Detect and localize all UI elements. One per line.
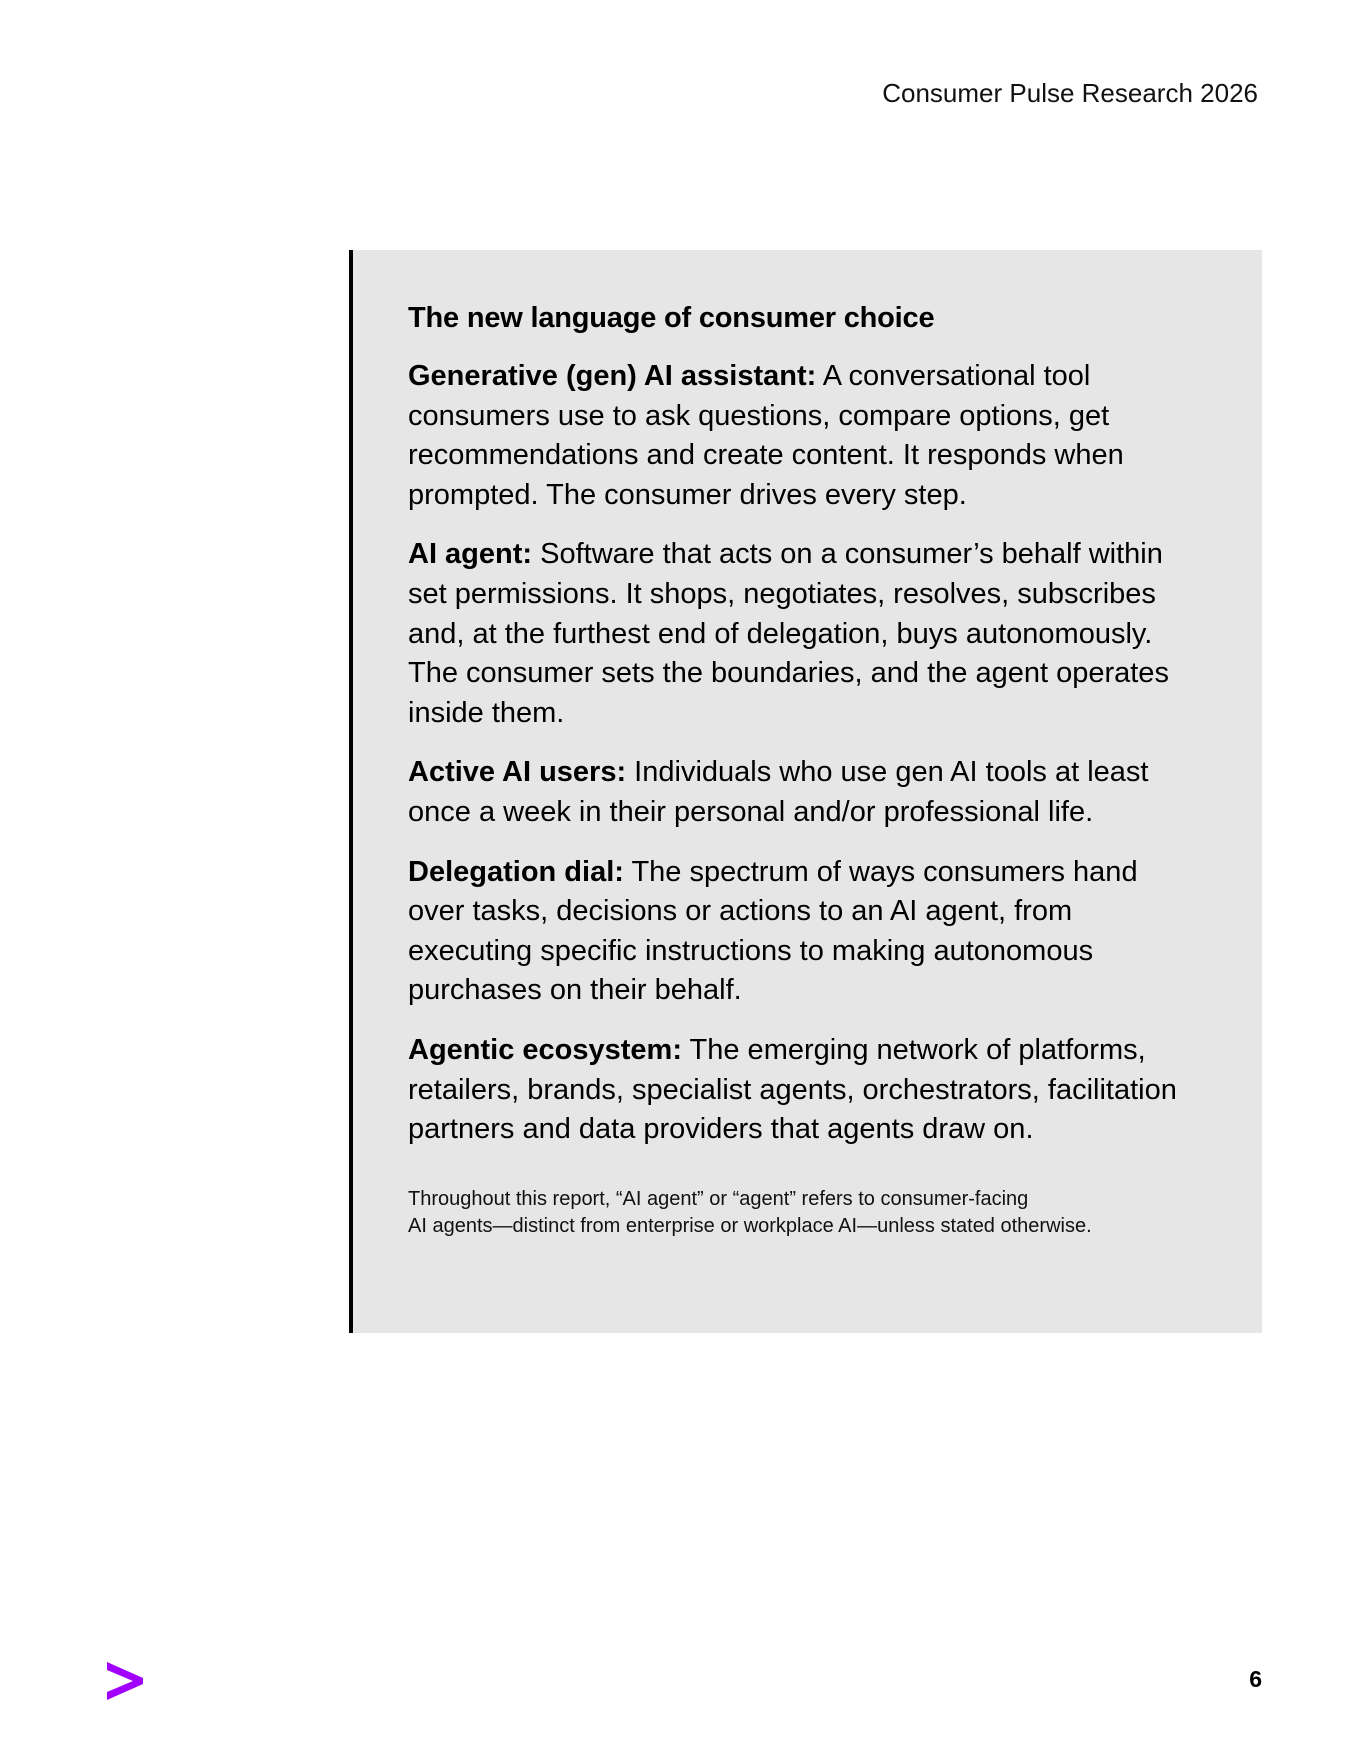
term-name: Generative (gen) AI assistant: [408,360,817,392]
term-name: Delegation dial: [408,855,624,888]
footnote-line: Throughout this report, “AI agent” or “agent” refers to consumer-facing [408,1187,1029,1210]
term-definition: A conversational tool consumers use to ask questions, compare options, get recommendations and create content. It responds when prompted. The consumer drives every step. [408,360,1124,511]
term-name: AI agent: [408,538,533,571]
term-name: Agentic ecosystem: [408,1033,682,1066]
term-definition: The spectrum of ways consumers hand over tasks, decisions or actions to an AI agent, from executing specific instructions to making autonomous purchases on their behalf. [408,855,1138,1007]
glossary-title: The new language of consumer choice [408,302,935,334]
term-definition: Individuals who use gen AI tools at least once a week in their personal and/or professional life. [408,756,1149,828]
glossary-term-delegation-dial [408,853,1198,1011]
glossary-term-active-ai-users [408,753,1198,832]
term-definition: The emerging network of platforms, retailers, brands, specialist agents, orchestrators, facilitation partners and data providers that agents draw on. [408,1033,1177,1146]
greater-than-chevron-icon [104,1659,146,1701]
page-number: 6 [1249,1666,1262,1692]
glossary-footnote [408,1186,1202,1240]
footnote-line: AI agents—distinct from enterprise or workplace AI—unless stated otherwise. [408,1214,1092,1237]
term-definition: Software that acts on a consumer’s behalf within set permissions. It shops, negotiates, resolves, subscribes and, at the furthest end of delegation, buys autonomously. The consumer sets the boundaries, and the agent operates inside them. [408,538,1169,729]
glossary-term-ai-agent [408,535,1198,733]
glossary-box [349,250,1262,1333]
term-name: Active AI users: [408,756,627,789]
glossary-term-gen-ai-assistant [408,357,1198,515]
glossary-term-agentic-ecosystem [408,1031,1198,1150]
running-header-title: Consumer Pulse Research 2026 [882,78,1258,108]
